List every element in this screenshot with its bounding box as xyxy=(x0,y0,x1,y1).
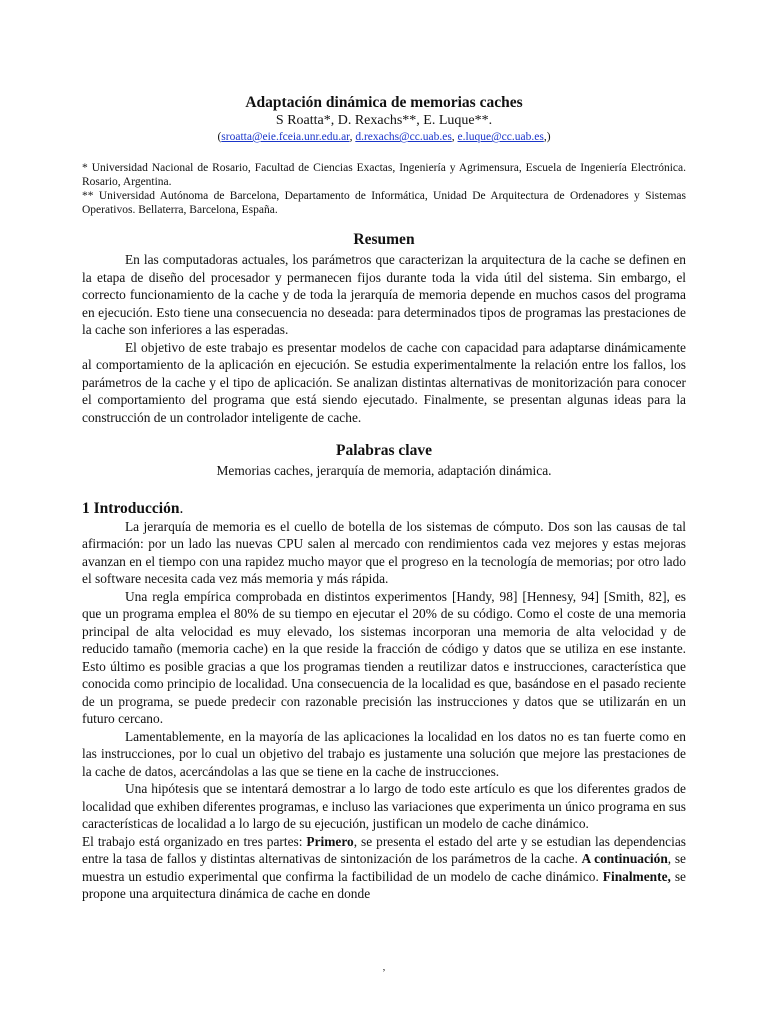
abstract-body xyxy=(82,251,686,426)
paper-title: Adaptación dinámica de memorias caches xyxy=(245,94,523,111)
intro-body xyxy=(82,518,686,903)
affiliations xyxy=(82,161,686,217)
keywords-heading: Palabras clave xyxy=(336,442,432,459)
intro-paragraph: Una hipótesis que se intentará demostrar a lo largo de todo este artículo es que los diferentes grados de localidad que exhiben diferentes programas, e incluso las variaciones que experimenta un único programa en sus características de localidad a lo largo de su ejecución, justifican un modelo de cache dinámico. xyxy=(82,781,686,831)
intro-paragraph: La jerarquía de memoria es el cuello de botella de los sistemas de cómputo. Dos son las causas de tal afirmación: por un lado las nuevas CPU salen al mercado con rendimientos cada vez mejores y estas mejoras avanzan en el tiempo con una rapidez mucho mayor que el progreso en la tecnología de memorias; por otro lado el software necesita cada vez más memoria y más rápida. xyxy=(82,518,686,586)
email-link-roatta[interactable]: sroatta@eie.fceia.unr.edu.ar xyxy=(221,131,350,143)
intro-paragraph-organization: El trabajo está organizado en tres partes: Primero, se presenta el estado del arte y se estudian las dependencias entre la tasa de fallos y distintas alternativas de sintonización de los parámetros de la cache. A continuación, se muestra un estudio experimental que confirma la factibilidad de un modelo de cache dinámico. Finalmente, se propone una arquitectura dinámica de cache en donde xyxy=(82,833,686,901)
affiliation-rosario: * Universidad Nacional de Rosario, Facultad de Ciencias Exactas, Ingeniería y Agrimensura, Escuela de Ingeniería Electrónica. Rosario, Argentina. xyxy=(82,162,686,188)
email-link-luque[interactable]: e.luque@cc.uab.es xyxy=(457,131,544,143)
affiliation-barcelona: ** Universidad Autónoma de Barcelona, Departamento de Informática, Unidad De Arquitectura de Ordenadores y Sistemas Operativos. Bellaterra, Barcelona, España. xyxy=(82,190,686,216)
abstract-heading: Resumen xyxy=(353,231,415,248)
intro-paragraph: Una regla empírica comprobada en distintos experimentos [Handy, 98] [Hennesy, 94] [Smith, 82], es que un programa emplea el 80% de su tiempo en ejecutar el 20% de su código. Como el coste de una memoria principal de alta velocidad es muy elevado, los sistemas incorporan una memoria de alta velocidad y de reducido tamaño (memoria cache) en la que reside la fracción de código y datos que se utiliza en ese instante. Esto último es posible gracias a que los programas tienden a reutilizar datos e instrucciones, característica que conocida como principio de localidad. Una consecuencia de la localidad es que, basándose en el pasado reciente de un programa, se puede predecir con razonable precisión las instrucciones y datos que se utilizarán en un futuro cercano. xyxy=(82,588,686,726)
abstract-paragraph: El objetivo de este trabajo es presentar modelos de cache con capacidad para adaptarse dinámicamente al comportamiento de la aplicación en ejecución. Se estudia experimentalmente la relación entre los fallos, los parámetros de la cache y el tipo de aplicación. Se analizan distintas alternativas de monitorización para conocer el comportamiento del programa que está siendo ejecutado. Finalmente, se presentan algunas ideas para la construcción de un controlador inteligente de cache. xyxy=(82,339,686,425)
paper-page xyxy=(82,94,686,903)
intro-paragraph: Lamentablemente, en la mayoría de las aplicaciones la localidad en los datos no es tan fuerte como en las instrucciones, por lo cual un objetivo del trabajo es justamente una solución que mejore las prestaciones de la cache de datos, acercándolas a las que se tiene en la cache de instrucciones. xyxy=(82,728,686,779)
author-emails: (sroatta@eie.fceia.unr.edu.ar, d.rexachs@cc.uab.es, e.luque@cc.uab.es,) xyxy=(217,131,551,143)
page-number: , xyxy=(382,962,386,973)
abstract-paragraph: En las computadoras actuales, los parámetros que caracterizan la arquitectura de la cache se definen en la etapa de diseño del procesador y permanecen fijos durante toda la vida útil del sistema. Sin embargo, el correcto funcionamiento de la cache y de toda la jerarquía de memoria depende en muchos casos del programa en ejecución. Esto tiene una consecuencia no deseada: para determinados tipos de programas las prestaciones de la cache son inferiores a las esperadas. xyxy=(82,252,686,337)
email-link-rexachs[interactable]: d.rexachs@cc.uab.es xyxy=(355,131,452,143)
author-list: S Roatta*, D. Rexachs**, E. Luque**. xyxy=(275,113,493,128)
keywords-text: Memorias caches, jerarquía de memoria, adaptación dinámica. xyxy=(216,463,552,478)
intro-heading: 1 Introducción. xyxy=(82,499,184,517)
